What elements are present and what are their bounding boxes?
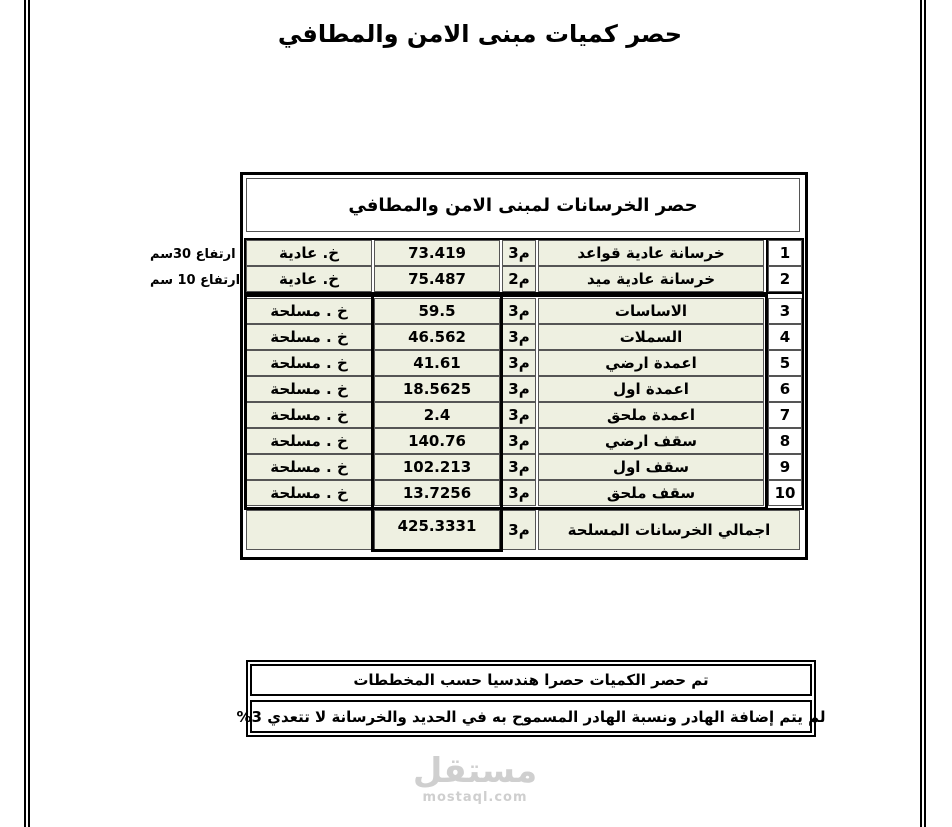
row-unit-cell: م2	[502, 266, 536, 292]
row-quantity-cell: 102.213	[374, 454, 500, 480]
row-unit-cell: م3	[502, 428, 536, 454]
row-item-cell: خرسانة عادية ميد	[538, 266, 764, 292]
row-number-cell: 3	[768, 298, 802, 324]
row-item-cell: اعمدة ملحق	[538, 402, 764, 428]
row-number-cell: 4	[768, 324, 802, 350]
row-number-cell: 9	[768, 454, 802, 480]
mostaql-watermark	[400, 752, 550, 805]
row-number-cell: 8	[768, 428, 802, 454]
row-item-cell: سقف ارضي	[538, 428, 764, 454]
row-type-cell: خ . مسلحة	[246, 324, 372, 350]
row-type-cell: خ. عادية	[246, 266, 372, 292]
total-empty-cell	[246, 510, 372, 550]
row-quantity-cell: 41.61	[374, 350, 500, 376]
row-quantity-cell: 13.7256	[374, 480, 500, 506]
row-type-cell: خ . مسلحة	[246, 428, 372, 454]
row-quantity-cell: 75.487	[374, 266, 500, 292]
watermark-latin: mostaql.com	[422, 790, 528, 805]
note-waste: لم يتم إضافة الهادر ونسبة الهادر المسموح به في الحديد والخرسانة لا تتعدي 3%	[250, 700, 812, 733]
row-number-cell: 7	[768, 402, 802, 428]
page-title: حصر كميات مبنى الامن والمطافي	[277, 20, 683, 48]
row-unit-cell: م3	[502, 376, 536, 402]
row-item-cell: سقف اول	[538, 454, 764, 480]
row-number-cell: 6	[768, 376, 802, 402]
row-unit-cell: م3	[502, 240, 536, 266]
row-item-cell: خرسانة عادية قواعد	[538, 240, 764, 266]
row-number-cell: 10	[768, 480, 802, 506]
row-quantity-cell: 140.76	[374, 428, 500, 454]
row-type-cell: خ. عادية	[246, 240, 372, 266]
row-unit-cell: م3	[502, 454, 536, 480]
total-label-cell: اجمالي الخرسانات المسلحة	[538, 510, 800, 550]
row-type-cell: خ . مسلحة	[246, 376, 372, 402]
row-number-cell: 5	[768, 350, 802, 376]
row-quantity-cell: 18.5625	[374, 376, 500, 402]
row-unit-cell: م3	[502, 402, 536, 428]
row-item-cell: اعمدة اول	[538, 376, 764, 402]
row-item-cell: سقف ملحق	[538, 480, 764, 506]
row-type-cell: خ . مسلحة	[246, 350, 372, 376]
note-survey: تم حصر الكميات حصرا هندسيا حسب المخططات	[250, 664, 812, 696]
table-title: حصر الخرسانات لمبنى الامن والمطافي	[246, 178, 800, 232]
row-quantity-cell: 46.562	[374, 324, 500, 350]
row-type-cell: خ . مسلحة	[246, 454, 372, 480]
watermark-arabic: مستقل	[412, 751, 538, 791]
total-unit-cell: م3	[502, 510, 536, 550]
row-unit-cell: م3	[502, 350, 536, 376]
row-type-cell: خ . مسلحة	[246, 298, 372, 324]
row-type-cell: خ . مسلحة	[246, 402, 372, 428]
row-quantity-cell: 73.419	[374, 240, 500, 266]
row-number-cell: 2	[768, 266, 802, 292]
row-quantity-cell: 2.4	[374, 402, 500, 428]
row-item-cell: الاساسات	[538, 298, 764, 324]
row-item-cell: السملات	[538, 324, 764, 350]
row-type-cell: خ . مسلحة	[246, 480, 372, 506]
row-side-note: ارتفاع 10 سم	[150, 272, 241, 288]
row-unit-cell: م3	[502, 480, 536, 506]
page-border-right	[920, 0, 926, 827]
row-item-cell: اعمدة ارضي	[538, 350, 764, 376]
total-quantity-cell: 425.3331	[374, 510, 500, 550]
row-unit-cell: م3	[502, 298, 536, 324]
page-border-left	[24, 0, 30, 827]
row-unit-cell: م3	[502, 324, 536, 350]
row-number-cell: 1	[768, 240, 802, 266]
row-side-note: ارتفاع 30سم	[150, 246, 236, 262]
row-quantity-cell: 59.5	[374, 298, 500, 324]
